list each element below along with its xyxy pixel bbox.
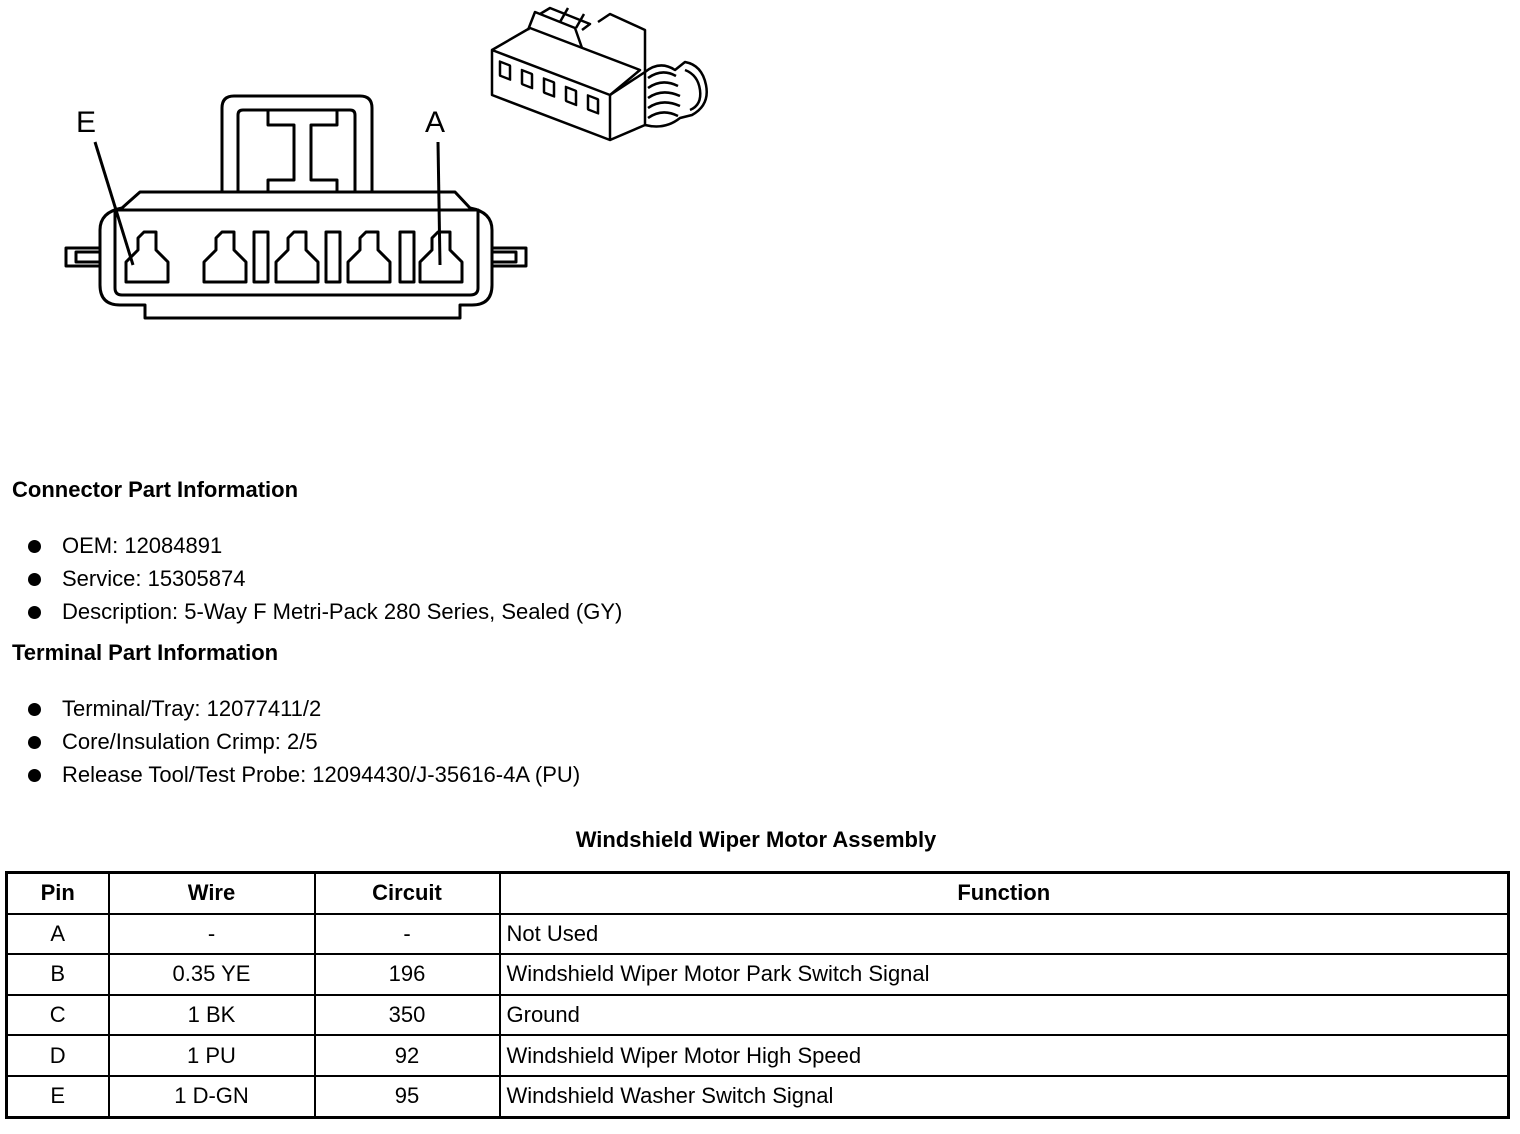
cell-pin: C	[7, 995, 109, 1036]
header-function: Function	[500, 873, 1509, 914]
cell-function: Windshield Wiper Motor Park Switch Signal	[500, 954, 1509, 995]
cell-wire: -	[109, 914, 315, 955]
cell-circuit: 92	[315, 1035, 500, 1076]
pin-table	[5, 871, 1510, 1119]
list-item: Service: 15305874	[28, 566, 622, 599]
table-row	[7, 954, 1509, 995]
header-pin: Pin	[7, 873, 109, 914]
pin-label-a: A	[425, 106, 446, 139]
table-row	[7, 1035, 1509, 1076]
cell-circuit: 95	[315, 1076, 500, 1117]
connector-isometric-illustration	[480, 0, 730, 150]
connector-part-info-heading: Connector Part Information	[12, 477, 299, 502]
cell-wire: 1 PU	[109, 1035, 315, 1076]
header-wire: Wire	[109, 873, 315, 914]
table-title: Windshield Wiper Motor Assembly	[575, 827, 937, 852]
connector-part-info-list	[28, 533, 622, 632]
connector-face-diagram	[0, 0, 540, 330]
terminal-part-info-list	[28, 696, 580, 795]
table-row	[7, 1076, 1509, 1117]
cell-function: Windshield Washer Switch Signal	[500, 1076, 1509, 1117]
cell-wire: 0.35 YE	[109, 954, 315, 995]
list-item: Release Tool/Test Probe: 12094430/J-35616-4A (PU)	[28, 762, 580, 795]
pin-label-e: E	[76, 106, 97, 139]
table-row	[7, 995, 1509, 1036]
cell-pin: E	[7, 1076, 109, 1117]
terminal-part-info-heading: Terminal Part Information	[12, 640, 279, 665]
list-item: OEM: 12084891	[28, 533, 622, 566]
cell-wire: 1 BK	[109, 995, 315, 1036]
cell-wire: 1 D-GN	[109, 1076, 315, 1117]
cell-pin: D	[7, 1035, 109, 1076]
table-row	[7, 914, 1509, 955]
table-header-row	[7, 873, 1509, 914]
cell-function: Not Used	[500, 914, 1509, 955]
header-circuit: Circuit	[315, 873, 500, 914]
cell-function: Ground	[500, 995, 1509, 1036]
list-item: Core/Insulation Crimp: 2/5	[28, 729, 580, 762]
list-item: Terminal/Tray: 12077411/2	[28, 696, 580, 729]
cell-pin: A	[7, 914, 109, 955]
cell-circuit: -	[315, 914, 500, 955]
cell-function: Windshield Wiper Motor High Speed	[500, 1035, 1509, 1076]
cell-pin: B	[7, 954, 109, 995]
list-item: Description: 5-Way F Metri-Pack 280 Series, Sealed (GY)	[28, 599, 622, 632]
cell-circuit: 350	[315, 995, 500, 1036]
cell-circuit: 196	[315, 954, 500, 995]
